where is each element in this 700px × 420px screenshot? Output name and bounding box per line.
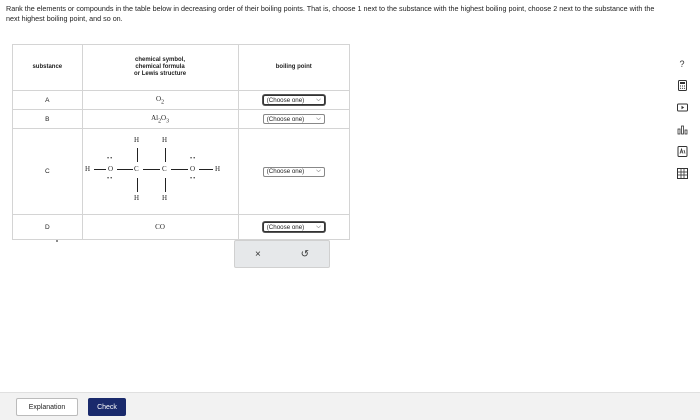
chevron-down-icon: ⌵ [316, 168, 321, 174]
help-icon[interactable]: ? [679, 58, 685, 69]
lewis-c-1: C [134, 164, 139, 173]
lewis-h-bot-2: H [162, 193, 168, 202]
lewis-h-bot-1: H [134, 193, 140, 202]
formula-b-o-subscript: 3 [166, 118, 169, 125]
substance-label-b: B [13, 110, 83, 129]
rank-select-b-value: (Choose one) [266, 115, 305, 123]
header-chemical-line2: chemical formula [135, 64, 185, 70]
decorative-dot [56, 240, 58, 242]
clear-button[interactable]: × [254, 248, 261, 260]
rank-select-c-value: (Choose one) [266, 168, 305, 175]
rank-select-a[interactable] [263, 95, 325, 105]
rank-cell-d [238, 215, 349, 240]
lewis-structure-c [82, 129, 238, 215]
lewis-bond [171, 169, 188, 170]
check-button[interactable]: Check [88, 398, 126, 416]
substance-label-d: D [13, 215, 83, 240]
lewis-structure-diagram [85, 132, 235, 212]
lewis-bond [137, 148, 138, 162]
table-header-row [13, 45, 350, 91]
lewis-bond [199, 169, 213, 170]
table-row-d [13, 215, 350, 240]
answer-action-bar [234, 240, 330, 268]
lewis-h-top-2: H [162, 135, 168, 144]
substance-label-c: C [13, 129, 83, 215]
lewis-lone-pair: •• [190, 155, 197, 162]
table-row-a [13, 91, 350, 110]
formula-a-main: O [156, 94, 162, 103]
chevron-down-icon: ⌵ [316, 223, 321, 230]
chevron-down-icon: ⌵ [316, 115, 321, 122]
rank-cell-a [238, 91, 349, 110]
table-row-b [13, 110, 350, 129]
formula-a [82, 91, 238, 110]
lewis-bond [165, 148, 166, 162]
ranking-table-container [12, 44, 350, 240]
lewis-h-top-1: H [134, 135, 140, 144]
lewis-h-left: H [85, 164, 91, 173]
lewis-bond [165, 178, 166, 192]
explanation-button[interactable]: Explanation [16, 398, 78, 416]
periodic-table-icon[interactable] [677, 168, 688, 179]
formula-b-o: O [161, 113, 167, 122]
lewis-h-right: H [215, 164, 221, 173]
lewis-o-left: O [108, 164, 114, 173]
lewis-bond [143, 169, 160, 170]
lewis-bond [137, 178, 138, 192]
formula-d: CO [82, 215, 238, 240]
lewis-bond [117, 169, 133, 170]
rank-cell-c [238, 129, 349, 215]
substance-label-a: A [13, 91, 83, 110]
lewis-lone-pair: •• [107, 155, 114, 162]
lewis-o-right: O [190, 164, 196, 173]
header-substance: substance [13, 45, 83, 91]
chevron-down-icon: ⌵ [316, 96, 321, 103]
lewis-lone-pair: •• [107, 175, 114, 182]
video-icon[interactable] [677, 102, 688, 113]
header-boiling-point: boiling point [238, 45, 349, 91]
rank-select-a-value: (Choose one) [266, 96, 305, 104]
rank-select-d[interactable] [263, 222, 325, 232]
formula-b [82, 110, 238, 129]
rank-cell-b [238, 110, 349, 129]
calculator-icon[interactable] [677, 80, 688, 91]
lewis-bond [94, 169, 106, 170]
header-chemical-line1: chemical symbol, [135, 57, 186, 63]
rank-select-b[interactable] [263, 114, 325, 124]
question-prompt: Rank the elements or compounds in the table below in decreasing order of their boiling points. That is, choose 1 next to the substance with the highest boiling point, choose 2 next to the substance with the next highest boiling point, and so on. [6, 4, 655, 23]
ranking-table [12, 44, 350, 240]
undo-button[interactable]: ↺ [300, 248, 310, 260]
header-chemical-line3: or Lewis structure [134, 71, 187, 77]
chart-icon[interactable] [677, 124, 688, 135]
lewis-c-2: C [162, 164, 167, 173]
header-chemical [82, 45, 238, 91]
formula-b-al: Al [151, 113, 159, 122]
rank-select-c[interactable] [263, 167, 325, 177]
lewis-lone-pair: •• [190, 175, 197, 182]
ebook-icon[interactable] [677, 146, 688, 157]
side-toolbar [672, 58, 692, 179]
formula-a-subscript: 2 [161, 99, 165, 106]
table-row-c [13, 129, 350, 215]
formula-b-al-subscript: 2 [158, 118, 162, 125]
rank-select-d-value: (Choose one) [266, 223, 305, 231]
